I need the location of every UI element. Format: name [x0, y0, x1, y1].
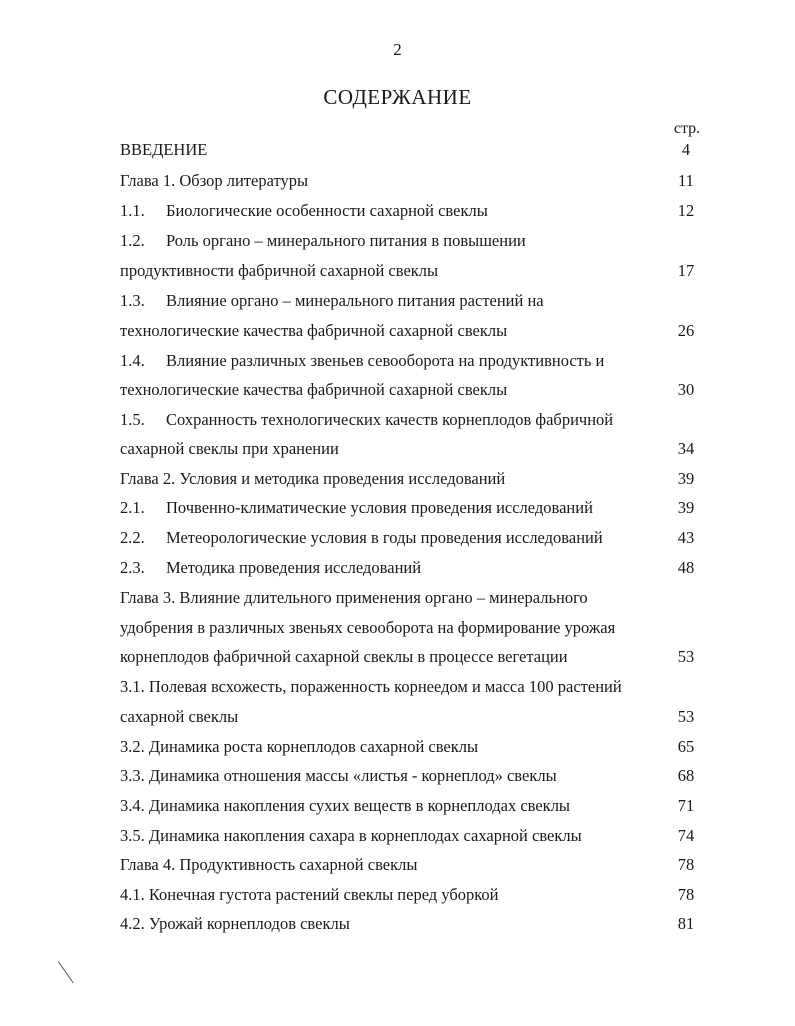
toc-entry-page: 65 — [677, 737, 695, 756]
toc-entry — [120, 706, 710, 728]
toc-entry — [120, 230, 710, 252]
toc-entry-text: Глава 3. Влияние длительного применения органо – минерального — [120, 588, 588, 607]
toc-entry-text: сахарной свеклы — [120, 707, 239, 726]
toc-entry-text: 3.1. Полевая всхожесть, пораженность корнеедом и масса 100 растений — [120, 677, 622, 696]
toc-entry-text: ВВЕДЕНИЕ — [120, 140, 208, 159]
page-number: 2 — [393, 40, 402, 59]
toc-entry — [120, 825, 710, 847]
toc-entry-page: 81 — [677, 914, 695, 933]
toc-entry — [120, 139, 710, 161]
toc-entry-text: 4.1. Конечная густота растений свеклы перед уборкой — [120, 885, 499, 904]
toc-entry-page: 39 — [677, 498, 695, 517]
toc-entry-page: 78 — [677, 885, 695, 904]
toc-entry-text: сахарной свеклы при хранении — [120, 439, 339, 458]
toc-entry-page: 53 — [677, 647, 695, 666]
toc-entry — [120, 497, 710, 519]
toc-entry-text: Глава 2. Условия и методика проведения исследований — [120, 469, 506, 488]
toc-entry — [120, 676, 710, 698]
toc-entry-page: 12 — [677, 201, 695, 220]
toc-entry-number: 1.1. — [120, 201, 145, 220]
toc-entry-number: 1.3. — [120, 291, 145, 310]
toc-entry-page: 34 — [677, 439, 695, 458]
toc-entry — [120, 795, 710, 817]
toc-entry-page: 78 — [677, 855, 695, 874]
toc-entry-text: 3.3. Динамика отношения массы «листья - корнеплод» свеклы — [120, 766, 557, 785]
toc-entry-number: 1.2. — [120, 231, 145, 250]
toc-entry-number: 2.2. — [120, 528, 145, 547]
toc-entry-page: 48 — [677, 558, 695, 577]
toc-entry-page: 30 — [677, 380, 695, 399]
toc-entry — [120, 170, 710, 192]
toc-entry-page: 26 — [677, 321, 695, 340]
toc-entry-text: Роль органо – минерального питания в повышении — [166, 231, 526, 250]
toc-entry-text: удобрения в различных звеньях севооборота на формирование урожая — [120, 618, 616, 637]
toc-entry-number: 1.4. — [120, 351, 145, 370]
pages-column-header: стр. — [673, 120, 701, 137]
toc-entry-page: 74 — [677, 826, 695, 845]
toc-entry-page: 11 — [678, 171, 694, 190]
toc-entry — [120, 260, 710, 282]
toc-entry-text: 3.2. Динамика роста корнеплодов сахарной свеклы — [120, 737, 479, 756]
toc-entry-page: 4 — [681, 140, 691, 159]
toc-entry-page: 68 — [677, 766, 695, 785]
toc-entry-text: Методика проведения исследований — [166, 558, 422, 577]
toc-entry-text: продуктивности фабричной сахарной свеклы — [120, 261, 439, 280]
toc-entry — [120, 736, 710, 758]
toc-entry — [120, 438, 710, 460]
toc-entry — [120, 468, 710, 490]
scan-mark — [58, 961, 74, 983]
toc-entry-text: Почвенно-климатические условия проведения исследований — [166, 498, 593, 517]
toc-entry-text: технологические качества фабричной сахарной свеклы — [120, 380, 508, 399]
toc-entry-page: 71 — [677, 796, 695, 815]
toc-entry-text: Влияние различных звеньев севооборота на продуктивность и — [166, 351, 605, 370]
toc-entry-number: 2.3. — [120, 558, 145, 577]
toc-entry — [120, 379, 710, 401]
toc-entry — [120, 527, 710, 549]
toc-entry-text: Глава 4. Продуктивность сахарной свеклы — [120, 855, 418, 874]
toc-entry — [120, 290, 710, 312]
toc-entry — [120, 587, 710, 609]
toc-entry — [120, 765, 710, 787]
page-title: СОДЕРЖАНИЕ — [323, 85, 472, 109]
toc-entry — [120, 409, 710, 431]
toc-entry-page: 39 — [677, 469, 695, 488]
toc-entry-text: 3.5. Динамика накопления сахара в корнеплодах сахарной свеклы — [120, 826, 582, 845]
toc-entry-text: Глава 1. Обзор литературы — [120, 171, 309, 190]
toc-entry-number: 2.1. — [120, 498, 145, 517]
toc-entry-number: 1.5. — [120, 410, 145, 429]
toc-entry — [120, 913, 710, 935]
toc-entry — [120, 320, 710, 342]
toc-entry-text: Сохранность технологических качеств корнеплодов фабричной — [166, 410, 614, 429]
toc-entry — [120, 854, 710, 876]
toc-entry-text: корнеплодов фабричной сахарной свеклы в процессе вегетации — [120, 647, 568, 666]
toc-entry — [120, 200, 710, 222]
toc-entry — [120, 557, 710, 579]
toc-entry-text: технологические качества фабричной сахарной свеклы — [120, 321, 508, 340]
toc-entry-text: Влияние органо – минерального питания растений на — [166, 291, 544, 310]
toc-entry — [120, 617, 710, 639]
toc-entry-page: 17 — [677, 261, 695, 280]
toc-entry-text: Метеорологические условия в годы проведения исследований — [166, 528, 603, 547]
toc-entry — [120, 646, 710, 668]
toc-entry-page: 43 — [677, 528, 695, 547]
toc-entry-page: 53 — [677, 707, 695, 726]
toc-entry-text: 3.4. Динамика накопления сухих веществ в корнеплодах свеклы — [120, 796, 571, 815]
toc-entry-text: 4.2. Урожай корнеплодов свеклы — [120, 914, 350, 933]
toc-entry — [120, 350, 710, 372]
toc-entry-text: Биологические особенности сахарной свеклы — [166, 201, 488, 220]
toc-entry — [120, 884, 710, 906]
